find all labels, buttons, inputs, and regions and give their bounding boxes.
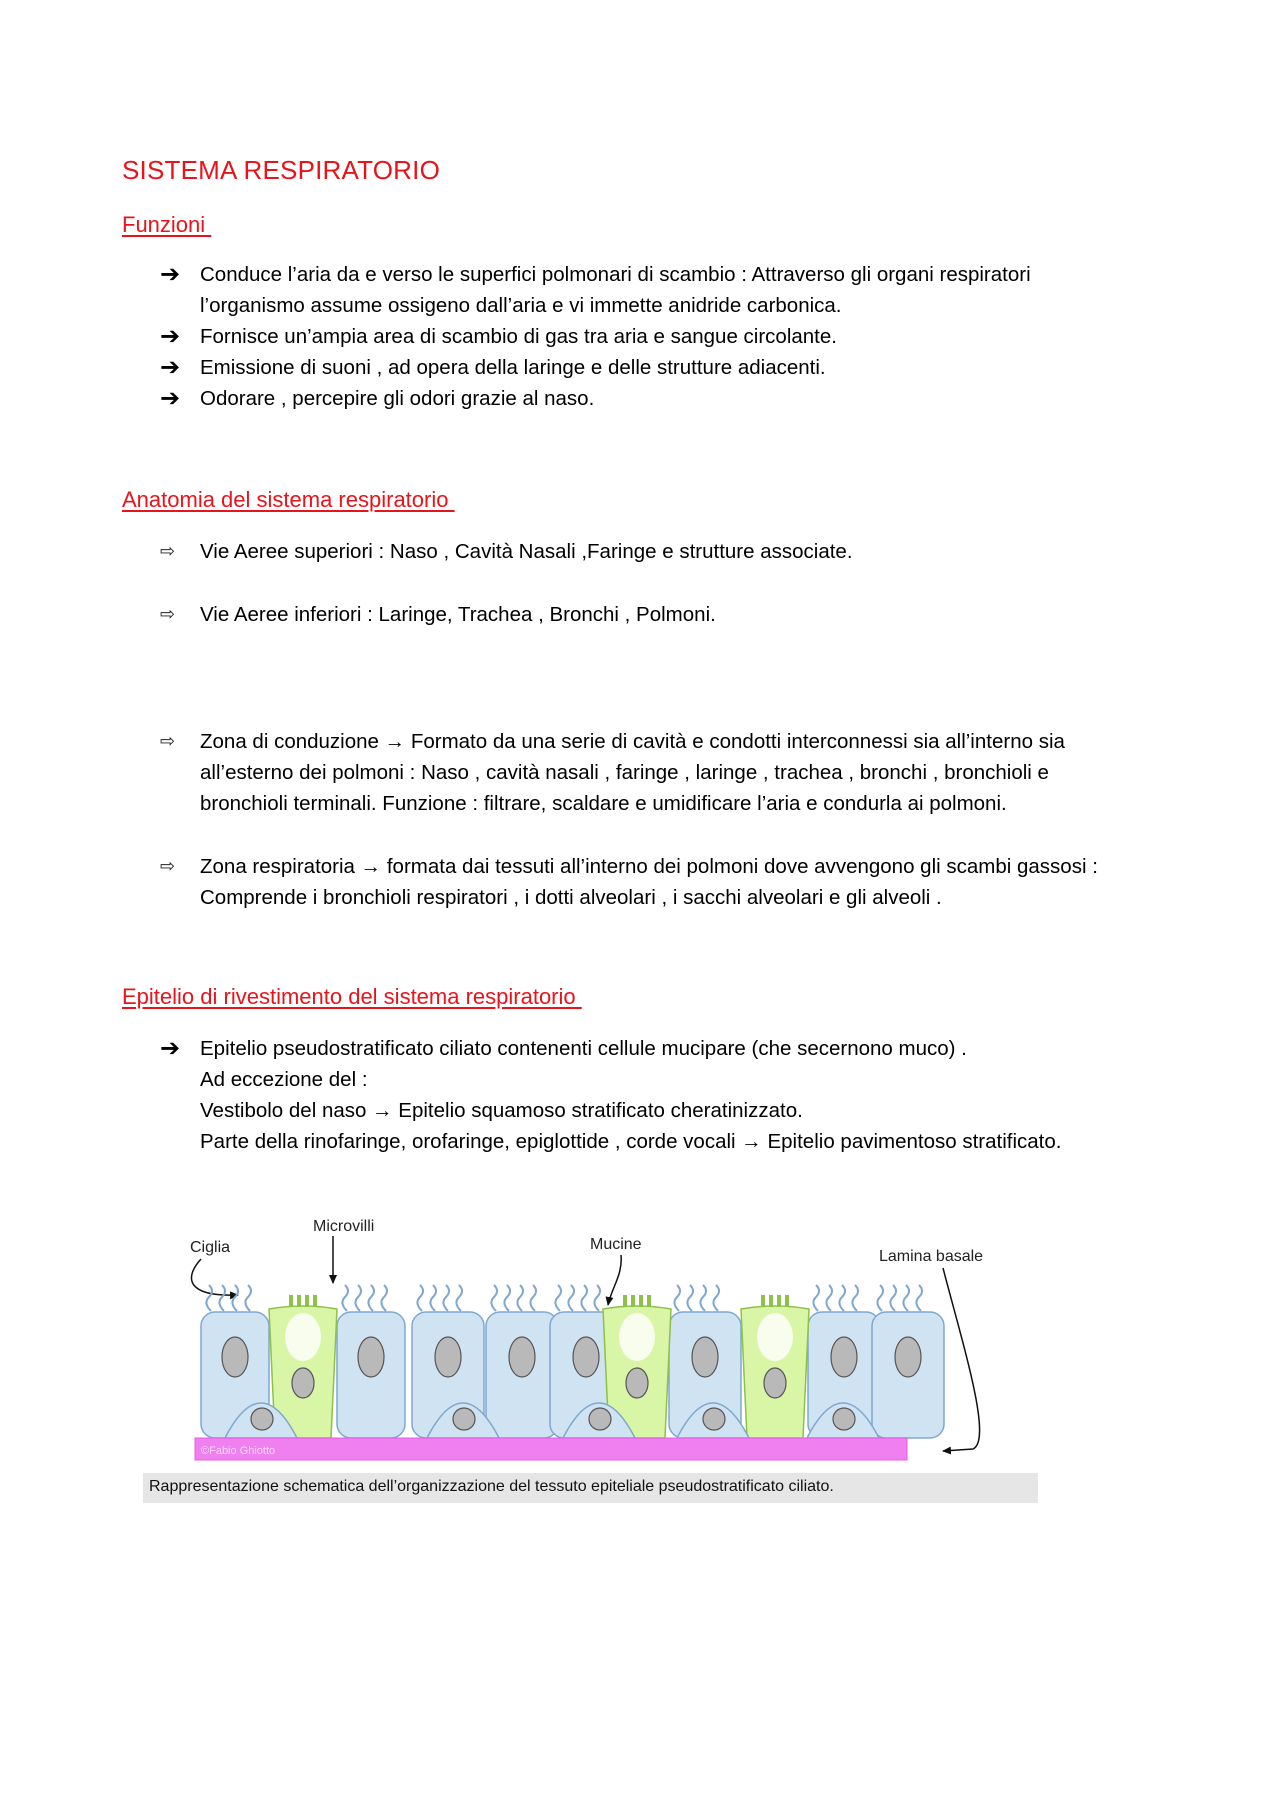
cell-nucleus <box>573 1337 599 1377</box>
label-mucine: Mucine <box>590 1236 642 1253</box>
cilium <box>219 1285 225 1311</box>
cell-nucleus <box>692 1337 718 1377</box>
leader-mucine <box>608 1255 621 1305</box>
cilium <box>594 1285 600 1311</box>
list-item: ⇨ Zona respiratoria → formata dai tessuti all’interno dei polmoni dove avvengono gli scambi gassosi : Comprende i bronchioli respiratori , i dotti alveolari , i sacchi alveolari e gli alveoli . <box>160 851 1098 913</box>
cilium <box>555 1285 561 1311</box>
cell-nucleus <box>895 1337 921 1377</box>
list-item: ➔ Conduce l’aria da e verso le superfici polmonari di scambio : Attraverso gli organi respiratori l’organismo assume ossigeno dall’aria e vi immette anidride carbonica. <box>160 261 1031 317</box>
list-item: ➔ Epitelio pseudostratificato ciliato contenenti cellule mucipare (che secernono muco) . Ad eccezione del : Vestibolo del naso → Epitelio squamoso stratificato cheratinizzato. Parte della rinofaringe, orofaringe, epiglottide , corde vocali → Epitelio pavimentoso stratificato. <box>160 1035 1062 1153</box>
cilium <box>206 1285 212 1311</box>
microvillus <box>647 1295 651 1307</box>
cilium <box>417 1285 423 1311</box>
hollow-right-arrow-icon: ⇨ <box>160 541 176 561</box>
cells-group <box>201 1285 944 1438</box>
cilium <box>839 1285 845 1311</box>
microvillus <box>785 1295 789 1307</box>
cell-nucleus <box>435 1337 461 1377</box>
list-item: ⇨ Vie Aeree inferiori : Laringe, Trachea , Bronchi , Polmoni. <box>160 599 853 630</box>
cell-nucleus <box>509 1337 535 1377</box>
cilium <box>890 1285 896 1311</box>
funzioni-list <box>160 259 1031 414</box>
cilium <box>813 1285 819 1311</box>
bold-right-arrow-icon: ➔ <box>160 354 181 381</box>
cilium <box>713 1285 719 1311</box>
microvillus <box>297 1295 301 1307</box>
cell-nucleus <box>251 1408 273 1430</box>
list-item: ➔ Odorare , percepire gli odori grazie al naso. <box>160 385 595 412</box>
cilium <box>232 1285 238 1311</box>
figure-caption-bar <box>143 1473 1038 1503</box>
mucin-granules <box>619 1313 655 1361</box>
cilium <box>355 1285 361 1311</box>
cell-nucleus <box>292 1368 314 1398</box>
section-heading-epitelio: Epitelio di rivestimento del sistema respiratorio <box>122 984 582 1009</box>
section-heading-anatomia: Anatomia del sistema respiratorio <box>122 487 455 512</box>
cilium <box>877 1285 883 1311</box>
cell-nucleus <box>358 1337 384 1377</box>
list-item: ⇨ Zona di conduzione → Formato da una serie di cavità e condotti interconnessi sia all’interno sia all’esterno dei polmoni : Naso , cavità nasali , faringe , laringe , trachea , bronchi , bronchioli e bronchioli terminali. Funzione : filtrare, scaldare e umidificare l’aria e condurla ai polmoni. <box>160 726 1098 819</box>
cilium <box>903 1285 909 1311</box>
cilium <box>456 1285 462 1311</box>
cell-nucleus <box>831 1337 857 1377</box>
figure-credit: ©Fabio Ghiotto <box>201 1445 276 1457</box>
label-microvilli: Microvilli <box>313 1218 375 1235</box>
cilium <box>381 1285 387 1311</box>
page-title: SISTEMA RESPIRATORIO <box>122 155 440 185</box>
cilium <box>430 1285 436 1311</box>
section-heading-funzioni: Funzioni <box>122 212 212 237</box>
microvillus <box>289 1295 293 1307</box>
microvillus <box>639 1295 643 1307</box>
microvillus <box>305 1295 309 1307</box>
bold-right-arrow-icon: ➔ <box>160 323 181 350</box>
hollow-right-arrow-icon: ⇨ <box>160 731 176 751</box>
cilium <box>852 1285 858 1311</box>
bold-right-arrow-icon: ➔ <box>160 1035 181 1062</box>
leader-ciglia <box>191 1259 238 1295</box>
anatomia-list <box>160 536 853 630</box>
list-item: ➔ Emissione di suoni , ad opera della laringe e delle strutture adiacenti. <box>160 354 826 381</box>
cilium <box>826 1285 832 1311</box>
microvillus <box>631 1295 635 1307</box>
microvillus <box>777 1295 781 1307</box>
zones-list <box>160 726 1098 913</box>
cilium <box>504 1285 510 1311</box>
cell-nucleus <box>703 1408 725 1430</box>
figure-caption: Rappresentazione schematica dell’organizzazione del tessuto epiteliale pseudostratificato ciliato. <box>149 1478 834 1495</box>
lamina-basale-band <box>195 1438 907 1460</box>
epithelium-diagram <box>143 1205 1038 1505</box>
microvillus <box>769 1295 773 1307</box>
hollow-right-arrow-icon: ⇨ <box>160 604 176 624</box>
cell-nucleus <box>833 1408 855 1430</box>
label-lamina-basale: Lamina basale <box>879 1248 984 1265</box>
list-item: ⇨ Vie Aeree superiori : Naso , Cavità Nasali ,Faringe e strutture associate. <box>160 536 853 567</box>
bold-right-arrow-icon: ➔ <box>160 385 181 412</box>
label-ciglia: Ciglia <box>190 1239 231 1256</box>
cilium <box>687 1285 693 1311</box>
cell-nucleus <box>453 1408 475 1430</box>
hollow-right-arrow-icon: ⇨ <box>160 856 176 876</box>
cilium <box>568 1285 574 1311</box>
cell-nucleus <box>764 1368 786 1398</box>
microvillus <box>623 1295 627 1307</box>
epitelio-list <box>160 1033 1061 1157</box>
cilium <box>491 1285 497 1311</box>
list-item: ➔ Fornisce un’ampia area di scambio di gas tra aria e sangue circolante. <box>160 323 837 350</box>
cilium <box>245 1285 251 1311</box>
bold-right-arrow-icon: ➔ <box>160 261 181 288</box>
mucin-granules <box>285 1313 321 1361</box>
microvillus <box>313 1295 317 1307</box>
cilium <box>443 1285 449 1311</box>
cilium <box>517 1285 523 1311</box>
cell-nucleus <box>626 1368 648 1398</box>
cell-nucleus <box>222 1337 248 1377</box>
cilium <box>916 1285 922 1311</box>
cilium <box>342 1285 348 1311</box>
cilium <box>368 1285 374 1311</box>
cilium <box>530 1285 536 1311</box>
cell-nucleus <box>589 1408 611 1430</box>
cilium <box>674 1285 680 1311</box>
cilium <box>581 1285 587 1311</box>
microvillus <box>761 1295 765 1307</box>
cilium <box>700 1285 706 1311</box>
mucin-granules <box>757 1313 793 1361</box>
leader-lamina <box>943 1268 980 1451</box>
